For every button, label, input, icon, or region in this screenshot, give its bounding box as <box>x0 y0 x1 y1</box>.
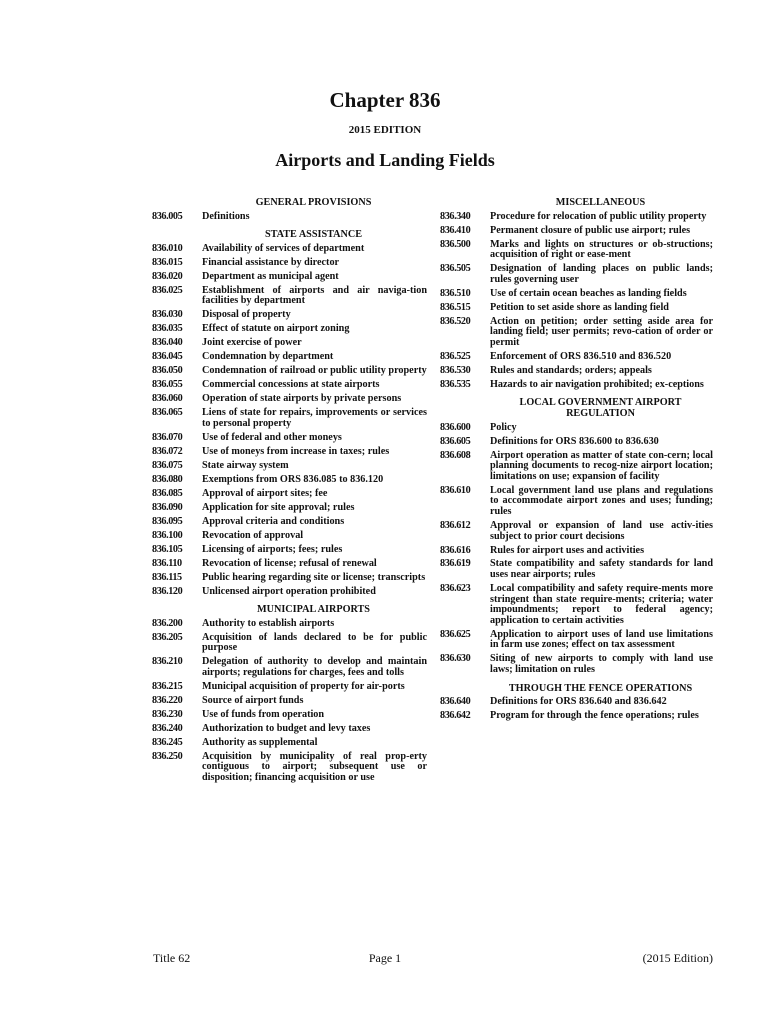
toc-entry <box>440 584 713 626</box>
section-number: 836.115 <box>152 571 182 583</box>
toc-entry <box>152 258 427 269</box>
toc-section <box>152 230 427 597</box>
section-number: 836.085 <box>152 487 183 499</box>
section-description: Use of federal and other moneys <box>202 431 342 443</box>
section-description: Financial assistance by director <box>202 256 340 268</box>
section-number: 836.525 <box>440 350 471 362</box>
toc-entry <box>152 433 427 444</box>
toc-entry <box>152 244 427 255</box>
toc-entry <box>152 447 427 458</box>
toc-entry <box>440 317 713 349</box>
section-description: Rules and standards; orders; appeals <box>490 364 652 376</box>
section-description: Establishment of airports and air naviga-tion facilities by department <box>202 284 427 307</box>
toc-entry <box>152 352 427 363</box>
toc-entry <box>152 503 427 514</box>
section-heading: STATE ASSISTANCE <box>264 229 363 241</box>
section-number: 836.060 <box>152 393 183 405</box>
section-number: 836.045 <box>152 351 183 363</box>
section-number: 836.605 <box>440 435 471 447</box>
section-description: Use of funds from operation <box>202 708 325 720</box>
footer-edition: (2015 Edition) <box>642 951 713 965</box>
section-number: 836.510 <box>440 287 471 299</box>
section-description: Use of certain ocean beaches as landing fields <box>490 287 687 299</box>
section-description: Enforcement of ORS 836.510 and 836.520 <box>490 350 672 362</box>
edition-label: 2015 EDITION <box>348 124 422 136</box>
section-description: Approval criteria and conditions <box>202 515 345 527</box>
section-number: 836.005 <box>152 210 183 222</box>
toc-entry <box>152 710 427 721</box>
toc-entry <box>152 380 427 391</box>
toc-entry <box>440 451 713 483</box>
section-number: 836.530 <box>440 364 471 376</box>
toc-entry <box>152 366 427 377</box>
toc-entry <box>440 352 713 363</box>
section-heading: MISCELLANEOUS <box>555 197 646 208</box>
toc-entry <box>152 324 427 335</box>
toc-entry <box>440 380 713 391</box>
section-description: Effect of statute on airport zoning <box>202 323 350 335</box>
section-description: State compatibility and safety standards for land uses near airports; rules <box>490 558 713 581</box>
toc-entry <box>152 461 427 472</box>
section-number: 836.610 <box>440 484 471 496</box>
toc-entry <box>152 338 427 349</box>
toc-entry <box>152 517 427 528</box>
section-description: Authority as supplemental <box>202 736 318 748</box>
section-description: Disposal of property <box>202 309 291 321</box>
toc-entry <box>440 423 713 434</box>
section-description: Authorization to budget and levy taxes <box>202 722 371 734</box>
section-number: 836.500 <box>440 238 471 250</box>
toc-entry <box>152 545 427 556</box>
section-number: 836.205 <box>152 631 183 643</box>
section-description: Policy <box>490 421 517 433</box>
section-description: Rules for airport uses and activities <box>490 544 645 556</box>
section-description: Public hearing regarding site or license; transcripts <box>202 571 426 583</box>
section-number: 836.245 <box>152 736 183 748</box>
section-number: 836.055 <box>152 379 183 391</box>
section-description: Acquisition by municipality of real prop-erty contiguous to airport; subsequent use or disposition; financing acquisition or use <box>202 750 427 784</box>
section-number: 836.623 <box>440 583 471 595</box>
toc-entry <box>152 394 427 405</box>
footer-page-number: Page 1 <box>368 951 402 965</box>
section-description: Program for through the fence operations; rules <box>490 710 699 722</box>
section-number: 836.090 <box>152 501 183 513</box>
section-number: 836.080 <box>152 473 183 485</box>
section-number: 836.625 <box>440 628 471 640</box>
toc-section <box>152 605 427 783</box>
toc-entry <box>152 212 427 223</box>
toc-section <box>440 398 713 675</box>
toc-entry <box>152 724 427 735</box>
right-column <box>440 198 713 730</box>
section-description: Airport operation as matter of state con-cern; local planning documents to recog-nize airport location; limitations on use; expansion of facility <box>490 449 713 482</box>
toc-entry <box>152 475 427 486</box>
section-description: Source of airport funds <box>202 694 304 706</box>
section-number: 836.608 <box>440 449 471 461</box>
toc-entry <box>152 286 427 307</box>
section-number: 836.240 <box>152 722 183 734</box>
toc-entry <box>440 240 713 261</box>
toc-entry <box>440 366 713 377</box>
toc-entry <box>440 521 713 542</box>
footer-title: Title 62 <box>153 951 191 965</box>
section-number: 836.015 <box>152 256 183 268</box>
section-heading: GENERAL PROVISIONS <box>255 197 372 208</box>
section-number: 836.505 <box>440 263 471 275</box>
toc-entry <box>152 657 427 678</box>
section-number: 836.110 <box>152 557 182 569</box>
section-description: Condemnation by department <box>202 351 334 363</box>
toc-entry <box>152 531 427 542</box>
section-description: Definitions for ORS 836.600 to 836.630 <box>490 435 659 447</box>
section-description: Application for site approval; rules <box>202 501 355 513</box>
section-description: Use of moneys from increase in taxes; rules <box>202 445 390 457</box>
section-number: 836.520 <box>440 315 471 327</box>
section-number: 836.050 <box>152 365 183 377</box>
section-description: Approval or expansion of land use activ-ities subject to prior court decisions <box>490 519 713 542</box>
section-number: 836.600 <box>440 421 471 433</box>
toc-entry <box>440 289 713 300</box>
section-number: 836.072 <box>152 445 183 457</box>
section-description: Revocation of approval <box>202 529 304 541</box>
toc-entry <box>440 711 713 722</box>
section-number: 836.030 <box>152 309 183 321</box>
toc-entry <box>152 310 427 321</box>
toc-section <box>440 684 713 722</box>
section-number: 836.020 <box>152 270 183 282</box>
section-number: 836.025 <box>152 284 183 296</box>
section-description: Definitions <box>202 210 250 222</box>
section-description: Availability of services of department <box>202 242 365 254</box>
toc-entry <box>440 654 713 675</box>
section-description: Department as municipal agent <box>202 270 339 282</box>
section-description: Authority to establish airports <box>202 617 335 629</box>
toc-entry <box>440 226 713 237</box>
section-description: Approval of airport sites; fee <box>202 487 328 499</box>
section-number: 836.630 <box>440 653 471 665</box>
section-number: 836.616 <box>440 544 471 556</box>
section-description: Acquisition of lands declared to be for public purpose <box>202 631 427 654</box>
section-heading: LOCAL GOVERNMENT AIRPORT REGULATION <box>519 397 682 420</box>
toc-entry <box>440 546 713 557</box>
section-description: Permanent closure of public use airport; rules <box>490 224 691 236</box>
section-description: Joint exercise of power <box>202 337 302 349</box>
section-number: 836.210 <box>152 656 183 668</box>
section-number: 836.215 <box>152 680 183 692</box>
section-description: Operation of state airports by private persons <box>202 393 402 405</box>
toc-entry <box>440 630 713 651</box>
section-number: 836.250 <box>152 750 183 762</box>
section-number: 836.535 <box>440 378 471 390</box>
section-description: Revocation of license; refusal of renewal <box>202 557 377 569</box>
toc-entry <box>440 486 713 518</box>
toc-entry <box>152 587 427 598</box>
toc-entry <box>440 303 713 314</box>
toc-entry <box>152 738 427 749</box>
section-number: 836.070 <box>152 431 183 443</box>
section-number: 836.065 <box>152 407 183 419</box>
toc-entry <box>152 696 427 707</box>
toc-entry <box>152 619 427 630</box>
section-number: 836.100 <box>152 529 183 541</box>
section-description: Condemnation of railroad or public utility property <box>202 365 427 377</box>
section-description: Procedure for relocation of public utility property <box>490 210 707 222</box>
toc-entry <box>440 212 713 223</box>
section-description: State airway system <box>202 459 289 471</box>
section-heading: THROUGH THE FENCE OPERATIONS <box>508 682 693 694</box>
toc-section <box>440 198 713 390</box>
chapter-title: Chapter 836 <box>329 88 441 112</box>
section-description: Local government land use plans and regulations to accommodate airport zones and uses; funding; rules <box>490 484 713 517</box>
section-number: 836.515 <box>440 301 471 313</box>
section-number: 836.105 <box>152 543 183 555</box>
section-description: Delegation of authority to develop and maintain airports; regulations for charges, fees and tolls <box>202 656 427 678</box>
section-number: 836.619 <box>440 558 471 570</box>
section-heading: MUNICIPAL AIRPORTS <box>257 604 370 616</box>
section-description: Action on petition; order setting aside area for landing field; user permits; revo-cation of order or permit <box>490 315 713 348</box>
section-number: 836.612 <box>440 519 471 531</box>
section-description: Application to airport uses of land use limitations in farm use zones; effect on tax assessment <box>490 628 713 651</box>
section-description: Siting of new airports to comply with land use laws; limitation on rules <box>490 653 713 675</box>
section-description: Commercial concessions at state airports <box>202 379 380 391</box>
section-description: Designation of landing places on public lands; rules governing user <box>490 263 713 285</box>
section-number: 836.230 <box>152 708 183 720</box>
toc-entry <box>440 559 713 580</box>
section-number: 836.642 <box>440 710 471 722</box>
section-number: 836.035 <box>152 323 183 335</box>
section-description: Hazards to air navigation prohibited; ex-ceptions <box>490 378 704 390</box>
toc-entry <box>440 264 713 285</box>
toc-entry <box>152 559 427 570</box>
toc-entry <box>152 573 427 584</box>
left-column <box>152 198 427 792</box>
section-description: Unlicensed airport operation prohibited <box>202 585 376 597</box>
section-description: Definitions for ORS 836.640 and 836.642 <box>490 696 667 708</box>
toc-entry <box>152 489 427 500</box>
toc-entry <box>152 272 427 283</box>
section-description: Marks and lights on structures or ob-structions; acquisition of right or ease-ment <box>490 238 713 261</box>
toc-entry <box>152 633 427 654</box>
section-description: Liens of state for repairs, improvements or services to personal property <box>202 407 427 429</box>
toc-entry <box>152 682 427 693</box>
section-description: Petition to set aside shore as landing field <box>490 301 669 313</box>
section-number: 836.640 <box>440 696 471 708</box>
toc-entry <box>440 697 713 708</box>
section-number: 836.340 <box>440 210 471 222</box>
section-number: 836.075 <box>152 459 183 471</box>
section-number: 836.040 <box>152 337 183 349</box>
section-number: 836.220 <box>152 694 183 706</box>
section-number: 836.010 <box>152 242 183 254</box>
chapter-subject: Airports and Landing Fields <box>275 150 495 170</box>
section-description: Local compatibility and safety require-ments more stringent than state require-ments; criteria; water impoundments; report to federal agency; application to certain activities <box>490 583 713 626</box>
section-description: Municipal acquisition of property for air-ports <box>202 680 405 692</box>
section-number: 836.410 <box>440 224 471 236</box>
section-number: 836.200 <box>152 617 183 629</box>
toc-entry <box>152 752 427 784</box>
toc-entry <box>152 408 427 429</box>
section-description: Licensing of airports; fees; rules <box>202 543 343 555</box>
section-number: 836.120 <box>152 585 183 597</box>
toc-section <box>152 198 427 222</box>
section-number: 836.095 <box>152 515 183 527</box>
section-description: Exemptions from ORS 836.085 to 836.120 <box>202 473 384 485</box>
toc-entry <box>440 437 713 448</box>
